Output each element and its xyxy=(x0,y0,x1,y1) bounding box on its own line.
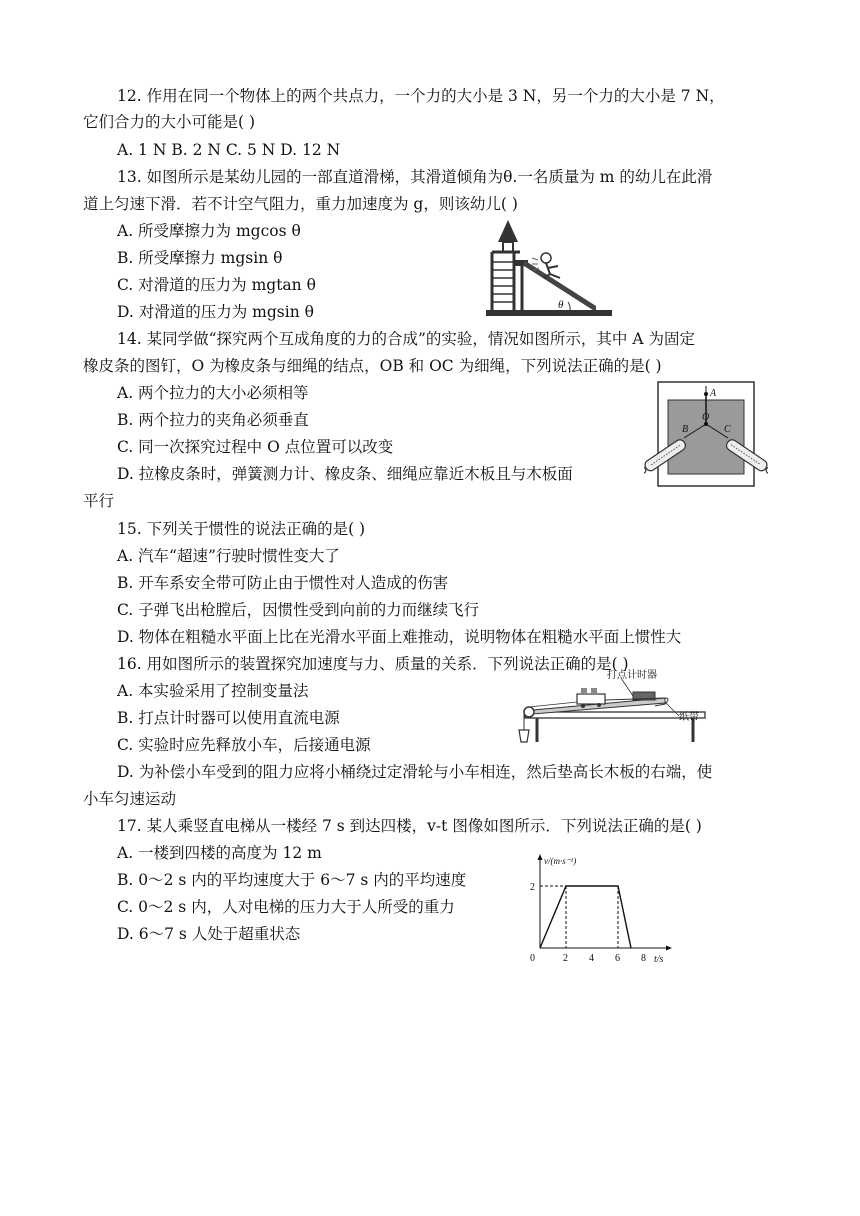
q17-option-b: B. 0～2 s 内的平均速度大于 6～7 s 内的平均速度 xyxy=(117,871,467,889)
q17-option-d: D. 6～7 s 人处于超重状态 xyxy=(117,925,301,943)
force-experiment-figure xyxy=(644,380,768,490)
x-tick-8: 8 xyxy=(641,953,646,964)
tower-roof xyxy=(498,220,518,242)
q15-option-d: D. 物体在粗糙水平面上比在光滑水平面上难推动，说明物体在粗糙水平面上惯性大 xyxy=(117,628,682,646)
q13-option-a: A. 所受摩擦力为 mgcos θ xyxy=(117,222,301,240)
q14-option-d-line2: 平行 xyxy=(83,492,115,510)
x-tick-2: 2 xyxy=(563,953,568,964)
svg-text:B: B xyxy=(682,424,689,435)
svg-text:A: A xyxy=(710,388,717,399)
q14-option-a: A. 两个拉力的大小必须相等 xyxy=(117,384,309,402)
q15-stem: 15. 下列关于惯性的说法正确的是( ) xyxy=(117,520,366,538)
vt-chart xyxy=(526,850,676,966)
q14-option-b: B. 两个拉力的夹角必须垂直 xyxy=(117,411,309,429)
q17-option-c: C. 0～2 s 内，人对电梯的压力大于人所受的重力 xyxy=(117,898,455,916)
q16-stem: 16. 用如图所示的装置探究加速度与力、质量的关系．下列说法正确的是( ) xyxy=(117,655,629,673)
theta-label: θ xyxy=(558,299,564,311)
q13-option-d: D. 对滑道的压力为 mgsin θ xyxy=(117,303,314,321)
x-axis-label: t/s xyxy=(654,954,664,965)
ladder-rungs xyxy=(492,262,514,302)
q12-options: A. 1 N B. 2 N C. 5 N D. 12 N xyxy=(117,141,341,159)
q15-option-a: A. 汽车“超速”行驶时惯性变大了 xyxy=(117,547,340,565)
q12-stem-line1: 12. 作用在同一个物体上的两个共点力，一个力的大小是 3 N，另一个力的大小是 7 N， xyxy=(117,87,725,105)
x-tick-0: 0 xyxy=(530,953,535,964)
q15-option-c: C. 子弹飞出枪膛后，因惯性受到向前的力而继续飞行 xyxy=(117,601,480,619)
acceleration-apparatus-figure xyxy=(515,668,715,746)
child-figure xyxy=(541,253,551,263)
y-axis-label: v/(m·s⁻¹) xyxy=(544,856,577,866)
q15-option-b: B. 开车系安全带可防止由于惯性对人造成的伤害 xyxy=(117,574,449,592)
q13-stem-line1: 13. 如图所示是某幼儿园的一部直道滑梯，其滑道倾角为θ.一名质量为 m 的幼儿在此滑 xyxy=(117,168,713,186)
q16-option-b: B. 打点计时器可以使用直流电源 xyxy=(117,709,340,727)
slide-figure xyxy=(484,216,616,318)
cart xyxy=(577,694,605,704)
q16-option-a: A. 本实验采用了控制变量法 xyxy=(117,682,309,700)
q14-option-c: C. 同一次探究过程中 O 点位置可以改变 xyxy=(117,438,394,456)
q17-stem: 17. 某人乘竖直电梯从一楼经 7 s 到达四楼，v-t 图像如图所示．下列说法正确的是( ) xyxy=(117,817,702,835)
tape-label: 纸带 xyxy=(679,712,699,723)
q13-option-c: C. 对滑道的压力为 mgtan θ xyxy=(117,276,316,294)
x-tick-6: 6 xyxy=(615,953,620,964)
x-tick-4: 4 xyxy=(589,953,594,964)
q14-stem-line2: 橡皮条的图钉，O 为橡皮条与细绳的结点，OB 和 OC 为细绳，下列说法正确的是( ) xyxy=(83,357,662,375)
y-axis-arrow xyxy=(538,854,543,860)
q12-stem-line2: 它们合力的大小可能是( ) xyxy=(83,113,256,131)
q13-stem-line2: 道上匀速下滑．若不计空气阻力，重力加速度为 g，则该幼儿( ) xyxy=(83,195,518,213)
q13-option-b: B. 所受摩擦力 mgsin θ xyxy=(117,249,283,267)
timer-label: 打点计时器 xyxy=(607,670,657,681)
q14-option-d-line1: D. 拉橡皮条时，弹簧测力计、橡皮条、细绳应靠近木板且与木板面 xyxy=(117,465,573,483)
q16-option-d-line2: 小车匀速运动 xyxy=(83,790,177,808)
ground xyxy=(486,310,612,316)
q16-option-d-line1: D. 为补偿小车受到的阻力应将小桶绕过定滑轮与小车相连，然后垫高长木板的右端，使 xyxy=(117,763,713,781)
x-axis-arrow xyxy=(666,946,672,951)
y-tick-2: 2 xyxy=(530,882,535,893)
svg-text:O: O xyxy=(702,412,710,423)
q14-stem-line1: 14. 某同学做“探究两个互成角度的力的合成”的实验，情况如图所示，其中 A 为固定 xyxy=(117,330,695,348)
pulley xyxy=(524,707,534,717)
velocity-line xyxy=(540,886,631,948)
q16-option-c: C. 实验时应先释放小车，后接通电源 xyxy=(117,736,371,754)
bucket xyxy=(519,730,529,742)
svg-text:C: C xyxy=(724,424,731,435)
q17-option-a: A. 一楼到四楼的高度为 12 m xyxy=(117,844,322,862)
